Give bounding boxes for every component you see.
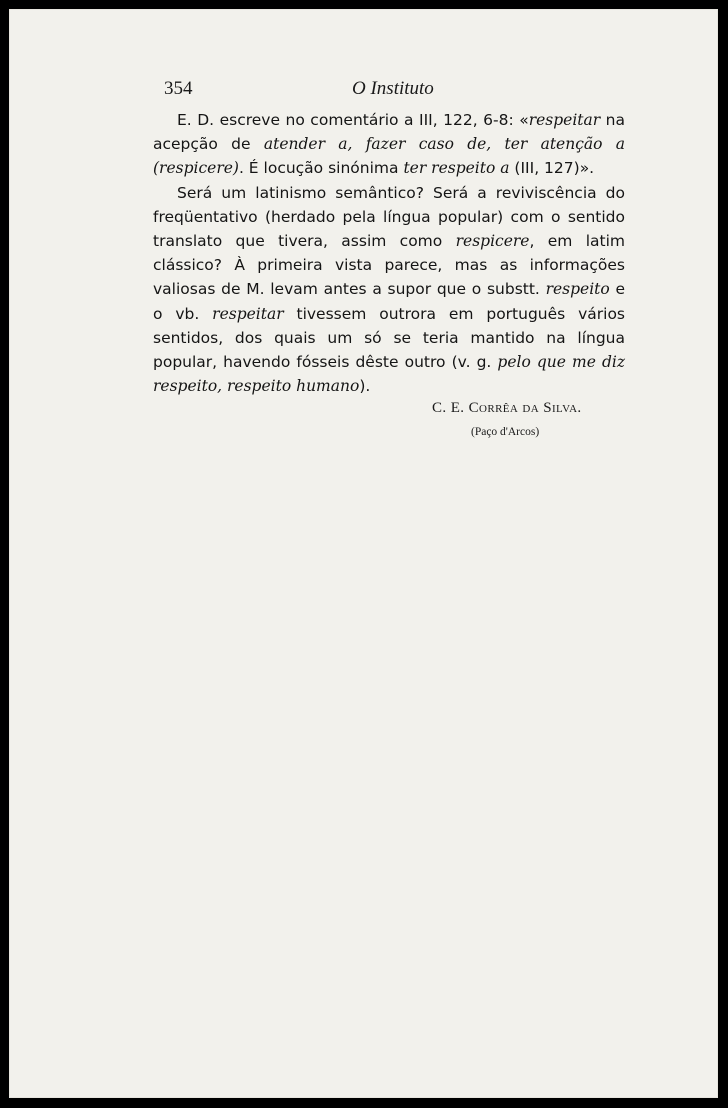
italic-term: respeito [545,280,610,299]
paragraph-2 [153,181,625,399]
author-place: (Paço d'Arcos) [471,426,540,438]
volume-reference: III [419,111,433,129]
volume-reference: III [520,159,535,178]
page-number: 354 [164,78,193,99]
paragraph-1 [153,108,625,181]
text-run: , em latim clássico? À primeira vista parece, mas as informações valiosas de M. levam antes a supor que o substt. [153,232,625,299]
text-run: e o vb. [153,280,626,323]
text-run: ). [359,377,371,396]
text-run: Será um latinismo semântico? Será a reviviscência do freqüentativo (herdado pela língua popular) com o sentido translato que tivera, assim como [153,183,625,251]
text-run: , 127)». [534,159,595,178]
italic-term: respeitar [212,304,284,323]
body-text [153,108,625,398]
text-run: tivessem outrora em português vários sentidos, dos quais um só se teria mantido na língua popular, havendo fósseis dêste outro (v. g. [153,304,625,372]
italic-term: atender a, fazer caso de, ter atenção a (respicere) [153,135,625,178]
italic-term: pelo que me diz respeito, respeito humano [153,353,625,396]
italic-term: respeitar [528,111,601,129]
text-run: , 122, 6-8: « [432,111,529,129]
italic-term: ter respeito a [403,159,510,178]
author-surname: Corrêa da Silva. [468,400,582,416]
text-run: . É locução sinónima [238,159,404,178]
text-run: ( [509,159,521,178]
text-run: na acepção de [153,111,625,154]
running-title: O Instituto [352,78,434,99]
italic-term: respicere [455,232,530,251]
author-initials: C. E. [432,400,465,416]
page-header [154,76,622,102]
text-run: E. D. escreve no comentário a [177,111,420,129]
author-signature [432,400,582,417]
